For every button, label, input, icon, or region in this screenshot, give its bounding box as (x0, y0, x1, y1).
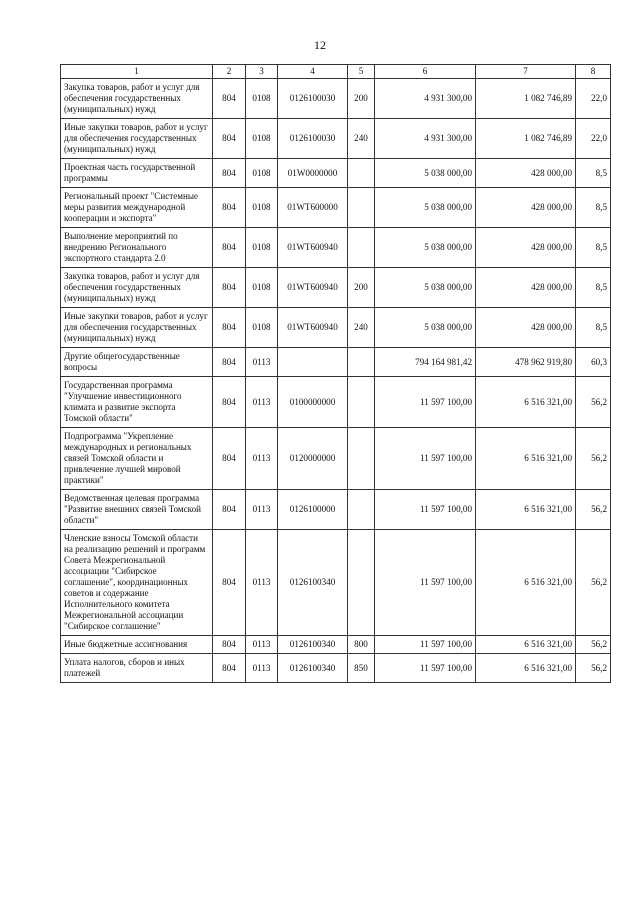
table-row (61, 79, 611, 119)
table-row (61, 348, 611, 377)
row-actual-amount: 428 000,00 (476, 228, 576, 268)
table-row (61, 188, 611, 228)
table-row (61, 268, 611, 308)
row-actual-amount: 1 082 746,89 (476, 119, 576, 159)
row-percent: 22,0 (576, 119, 611, 159)
table-row (61, 530, 611, 636)
row-percent: 56,2 (576, 490, 611, 530)
row-expense-type (348, 188, 375, 228)
page-number: 12 (314, 38, 326, 52)
row-percent: 8,5 (576, 159, 611, 188)
row-actual-amount: 6 516 321,00 (476, 636, 576, 654)
row-ved-code: 804 (213, 428, 246, 490)
row-name: Государственная программа "Улучшение инвестиционного климата и развитие экспорта Томской области" (61, 377, 213, 428)
row-expense-type (348, 530, 375, 636)
row-plan-amount: 11 597 100,00 (375, 428, 476, 490)
row-expense-type: 200 (348, 79, 375, 119)
row-ved-code: 804 (213, 159, 246, 188)
table-row (61, 490, 611, 530)
row-plan-amount: 5 038 000,00 (375, 268, 476, 308)
row-ved-code: 804 (213, 348, 246, 377)
row-expense-type (348, 348, 375, 377)
row-target-code: 01WT600940 (278, 308, 348, 348)
table-row (61, 636, 611, 654)
row-expense-type (348, 377, 375, 428)
row-target-code: 0126100030 (278, 119, 348, 159)
row-target-code: 0126100340 (278, 530, 348, 636)
row-expense-type: 240 (348, 119, 375, 159)
row-percent: 8,5 (576, 188, 611, 228)
row-name: Выполнение мероприятий по внедрению Регионального экспортного стандарта 2.0 (61, 228, 213, 268)
table-body (61, 79, 611, 683)
row-plan-amount: 11 597 100,00 (375, 530, 476, 636)
row-section-code: 0108 (246, 228, 278, 268)
row-ved-code: 804 (213, 636, 246, 654)
row-actual-amount: 6 516 321,00 (476, 490, 576, 530)
row-target-code (278, 348, 348, 377)
row-target-code: 0100000000 (278, 377, 348, 428)
row-target-code: 0120000000 (278, 428, 348, 490)
row-percent: 56,2 (576, 636, 611, 654)
row-section-code: 0113 (246, 636, 278, 654)
row-section-code: 0113 (246, 377, 278, 428)
row-ved-code: 804 (213, 188, 246, 228)
row-name: Закупка товаров, работ и услуг для обеспечения государственных (муниципальных) нужд (61, 79, 213, 119)
row-expense-type (348, 228, 375, 268)
row-target-code: 01W0000000 (278, 159, 348, 188)
row-name: Членские взносы Томской области на реализацию решений и программ Совета Межрегиональной ассоциации "Сибирское соглашение", координационных советов и содержание Исполнительного комитета Межрегиональной ассоциации "Сибирское соглашение" (61, 530, 213, 636)
row-section-code: 0113 (246, 654, 278, 683)
table-row (61, 308, 611, 348)
row-percent: 56,2 (576, 377, 611, 428)
table-row (61, 377, 611, 428)
row-plan-amount: 11 597 100,00 (375, 377, 476, 428)
row-name: Иные закупки товаров, работ и услуг для обеспечения государственных (муниципальных) нужд (61, 119, 213, 159)
row-expense-type (348, 159, 375, 188)
column-header: 1 (61, 65, 213, 79)
row-percent: 60,3 (576, 348, 611, 377)
row-plan-amount: 5 038 000,00 (375, 228, 476, 268)
row-ved-code: 804 (213, 228, 246, 268)
column-header: 6 (375, 65, 476, 79)
table-row (61, 654, 611, 683)
row-section-code: 0108 (246, 188, 278, 228)
row-target-code: 0126100340 (278, 654, 348, 683)
row-name: Уплата налогов, сборов и иных платежей (61, 654, 213, 683)
row-section-code: 0113 (246, 428, 278, 490)
row-target-code: 01WT600940 (278, 228, 348, 268)
row-ved-code: 804 (213, 119, 246, 159)
row-expense-type: 200 (348, 268, 375, 308)
row-actual-amount: 428 000,00 (476, 159, 576, 188)
row-section-code: 0113 (246, 530, 278, 636)
row-ved-code: 804 (213, 530, 246, 636)
column-number-row (61, 65, 611, 79)
row-target-code: 01WT600940 (278, 268, 348, 308)
row-name: Региональный проект "Системные меры развития международной кооперации и экспорта" (61, 188, 213, 228)
row-ved-code: 804 (213, 490, 246, 530)
row-section-code: 0108 (246, 119, 278, 159)
row-name: Подпрограмма "Укрепление международных и региональных связей Томской области и привлечение лучшей мировой практики" (61, 428, 213, 490)
row-name: Иные закупки товаров, работ и услуг для обеспечения государственных (муниципальных) нужд (61, 308, 213, 348)
row-expense-type: 240 (348, 308, 375, 348)
row-actual-amount: 1 082 746,89 (476, 79, 576, 119)
column-header: 7 (476, 65, 576, 79)
row-section-code: 0108 (246, 79, 278, 119)
row-actual-amount: 478 962 919,80 (476, 348, 576, 377)
row-percent: 8,5 (576, 308, 611, 348)
table-row (61, 428, 611, 490)
row-section-code: 0113 (246, 348, 278, 377)
row-name: Другие общегосударственные вопросы (61, 348, 213, 377)
table-row (61, 119, 611, 159)
row-target-code: 0126100030 (278, 79, 348, 119)
row-ved-code: 804 (213, 654, 246, 683)
row-percent: 56,2 (576, 428, 611, 490)
row-ved-code: 804 (213, 377, 246, 428)
row-plan-amount: 5 038 000,00 (375, 188, 476, 228)
column-header: 2 (213, 65, 246, 79)
row-actual-amount: 6 516 321,00 (476, 530, 576, 636)
row-actual-amount: 428 000,00 (476, 308, 576, 348)
row-percent: 8,5 (576, 228, 611, 268)
row-ved-code: 804 (213, 268, 246, 308)
column-header: 8 (576, 65, 611, 79)
budget-table (60, 64, 611, 683)
row-ved-code: 804 (213, 308, 246, 348)
row-plan-amount: 4 931 300,00 (375, 79, 476, 119)
row-expense-type: 800 (348, 636, 375, 654)
row-target-code: 0126100340 (278, 636, 348, 654)
row-actual-amount: 428 000,00 (476, 188, 576, 228)
column-header: 5 (348, 65, 375, 79)
row-percent: 56,2 (576, 654, 611, 683)
row-name: Проектная часть государственной программы (61, 159, 213, 188)
row-actual-amount: 6 516 321,00 (476, 377, 576, 428)
row-plan-amount: 4 931 300,00 (375, 119, 476, 159)
table-row (61, 228, 611, 268)
row-section-code: 0108 (246, 159, 278, 188)
row-name: Закупка товаров, работ и услуг для обеспечения государственных (муниципальных) нужд (61, 268, 213, 308)
row-plan-amount: 11 597 100,00 (375, 636, 476, 654)
row-plan-amount: 794 164 981,42 (375, 348, 476, 377)
row-plan-amount: 5 038 000,00 (375, 159, 476, 188)
row-expense-type (348, 428, 375, 490)
row-ved-code: 804 (213, 79, 246, 119)
row-expense-type: 850 (348, 654, 375, 683)
row-target-code: 01WT600000 (278, 188, 348, 228)
row-section-code: 0113 (246, 490, 278, 530)
row-percent: 56,2 (576, 530, 611, 636)
row-expense-type (348, 490, 375, 530)
column-header: 3 (246, 65, 278, 79)
row-section-code: 0108 (246, 308, 278, 348)
row-name: Ведомственная целевая программа "Развитие внешних связей Томской области" (61, 490, 213, 530)
row-actual-amount: 6 516 321,00 (476, 428, 576, 490)
row-percent: 8,5 (576, 268, 611, 308)
row-plan-amount: 11 597 100,00 (375, 654, 476, 683)
table-row (61, 159, 611, 188)
row-target-code: 0126100000 (278, 490, 348, 530)
row-name: Иные бюджетные ассигнования (61, 636, 213, 654)
row-plan-amount: 11 597 100,00 (375, 490, 476, 530)
row-actual-amount: 428 000,00 (476, 268, 576, 308)
row-percent: 22,0 (576, 79, 611, 119)
row-section-code: 0108 (246, 268, 278, 308)
row-plan-amount: 5 038 000,00 (375, 308, 476, 348)
column-header: 4 (278, 65, 348, 79)
row-actual-amount: 6 516 321,00 (476, 654, 576, 683)
